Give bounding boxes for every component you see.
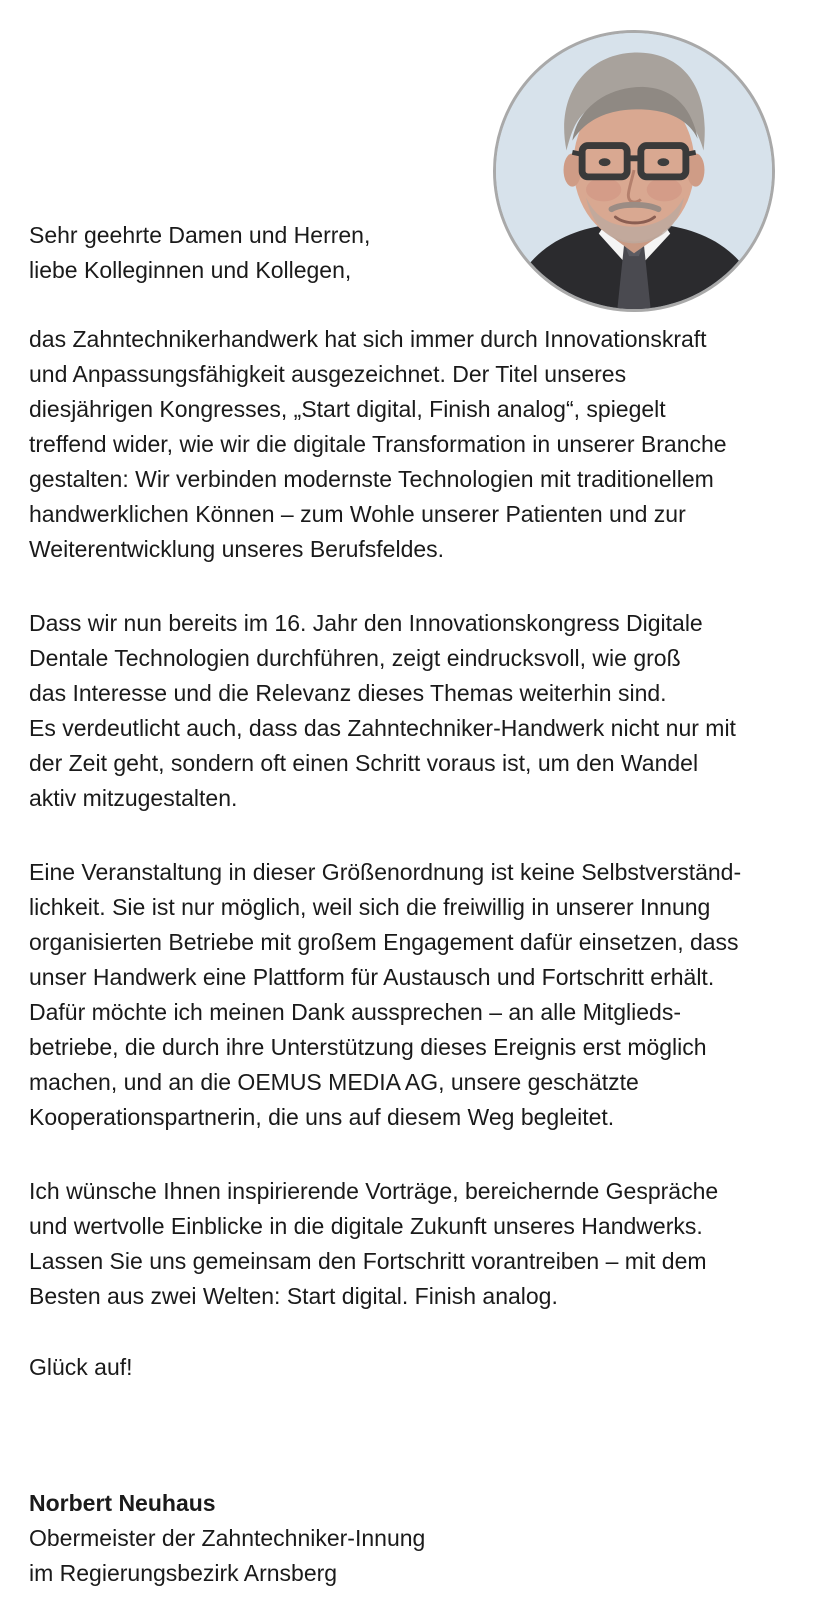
paragraph-line: lichkeit. Sie ist nur möglich, weil sich die freiwillig in unserer Innung — [29, 894, 711, 920]
paragraph-line: Besten aus zwei Welten: Start digital. Finish analog. — [29, 1283, 558, 1309]
paragraph-line: unser Handwerk eine Plattform für Austausch und Fortschritt erhält. — [29, 964, 715, 990]
paragraph-line: Kooperationspartnerin, die uns auf diesem Weg begleitet. — [29, 1104, 615, 1130]
paragraph-3 — [29, 855, 799, 1135]
paragraph-line: organisierten Betriebe mit großem Engagement dafür einsetzen, dass — [29, 929, 739, 955]
paragraph-line: Dafür möchte ich meinen Dank aussprechen – an alle Mitglieds- — [29, 999, 681, 1025]
paragraph-line: das Zahntechnikerhandwerk hat sich immer durch Innovationskraft — [29, 326, 707, 352]
greeting-line: liebe Kolleginnen und Kollegen, — [29, 257, 352, 283]
paragraph-line: machen, und an die OEMUS MEDIA AG, unsere geschätzte — [29, 1069, 639, 1095]
paragraph-line: Lassen Sie uns gemeinsam den Fortschritt vorantreiben – mit dem — [29, 1248, 707, 1274]
closing — [29, 1350, 799, 1385]
paragraph-line: Es verdeutlicht auch, dass das Zahntechniker-Handwerk nicht nur mit — [29, 715, 736, 741]
paragraph-line: handwerklichen Können – zum Wohle unserer Patienten und zur — [29, 501, 686, 527]
paragraph-line: treffend wider, wie wir die digitale Transformation in unserer Branche — [29, 431, 727, 457]
paragraph-2 — [29, 606, 799, 816]
paragraph-line: aktiv mitzugestalten. — [29, 785, 238, 811]
paragraph-line: Dentale Technologien durchführen, zeigt eindrucksvoll, wie groß — [29, 645, 681, 671]
paragraph-1 — [29, 322, 799, 567]
signature-title: Obermeister der Zahntechniker-Innung — [29, 1525, 426, 1551]
paragraph-4 — [29, 1174, 799, 1314]
greeting — [29, 218, 799, 288]
paragraph-line: Dass wir nun bereits im 16. Jahr den Innovationskongress Digitale — [29, 610, 703, 636]
paragraph-line: Eine Veranstaltung in dieser Größenordnung ist keine Selbstverständ- — [29, 859, 742, 885]
paragraph-line: und wertvolle Einblicke in die digitale Zukunft unseres Handwerks. — [29, 1213, 703, 1239]
signature-title: im Regierungsbezirk Arnsberg — [29, 1560, 338, 1586]
signature-name: Norbert Neuhaus — [29, 1490, 216, 1516]
greeting-line: Sehr geehrte Damen und Herren, — [29, 222, 371, 248]
paragraph-line: betriebe, die durch ihre Unterstützung dieses Ereignis erst möglich — [29, 1034, 707, 1060]
paragraph-line: gestalten: Wir verbinden modernste Technologien mit traditionellem — [29, 466, 714, 492]
paragraph-line: der Zeit geht, sondern oft einen Schritt voraus ist, um den Wandel — [29, 750, 699, 776]
paragraph-line: Weiterentwicklung unseres Berufsfeldes. — [29, 536, 445, 562]
paragraph-line: diesjährigen Kongresses, „Start digital, Finish analog“, spiegelt — [29, 396, 666, 422]
paragraph-line: und Anpassungsfähigkeit ausgezeichnet. Der Titel unseres — [29, 361, 627, 387]
closing-text: Glück auf! — [29, 1354, 133, 1380]
paragraph-line: Ich wünsche Ihnen inspirierende Vorträge, bereichernde Gespräche — [29, 1178, 719, 1204]
signature-block — [29, 1486, 799, 1591]
paragraph-line: das Interesse und die Relevanz dieses Themas weiterhin sind. — [29, 680, 667, 706]
